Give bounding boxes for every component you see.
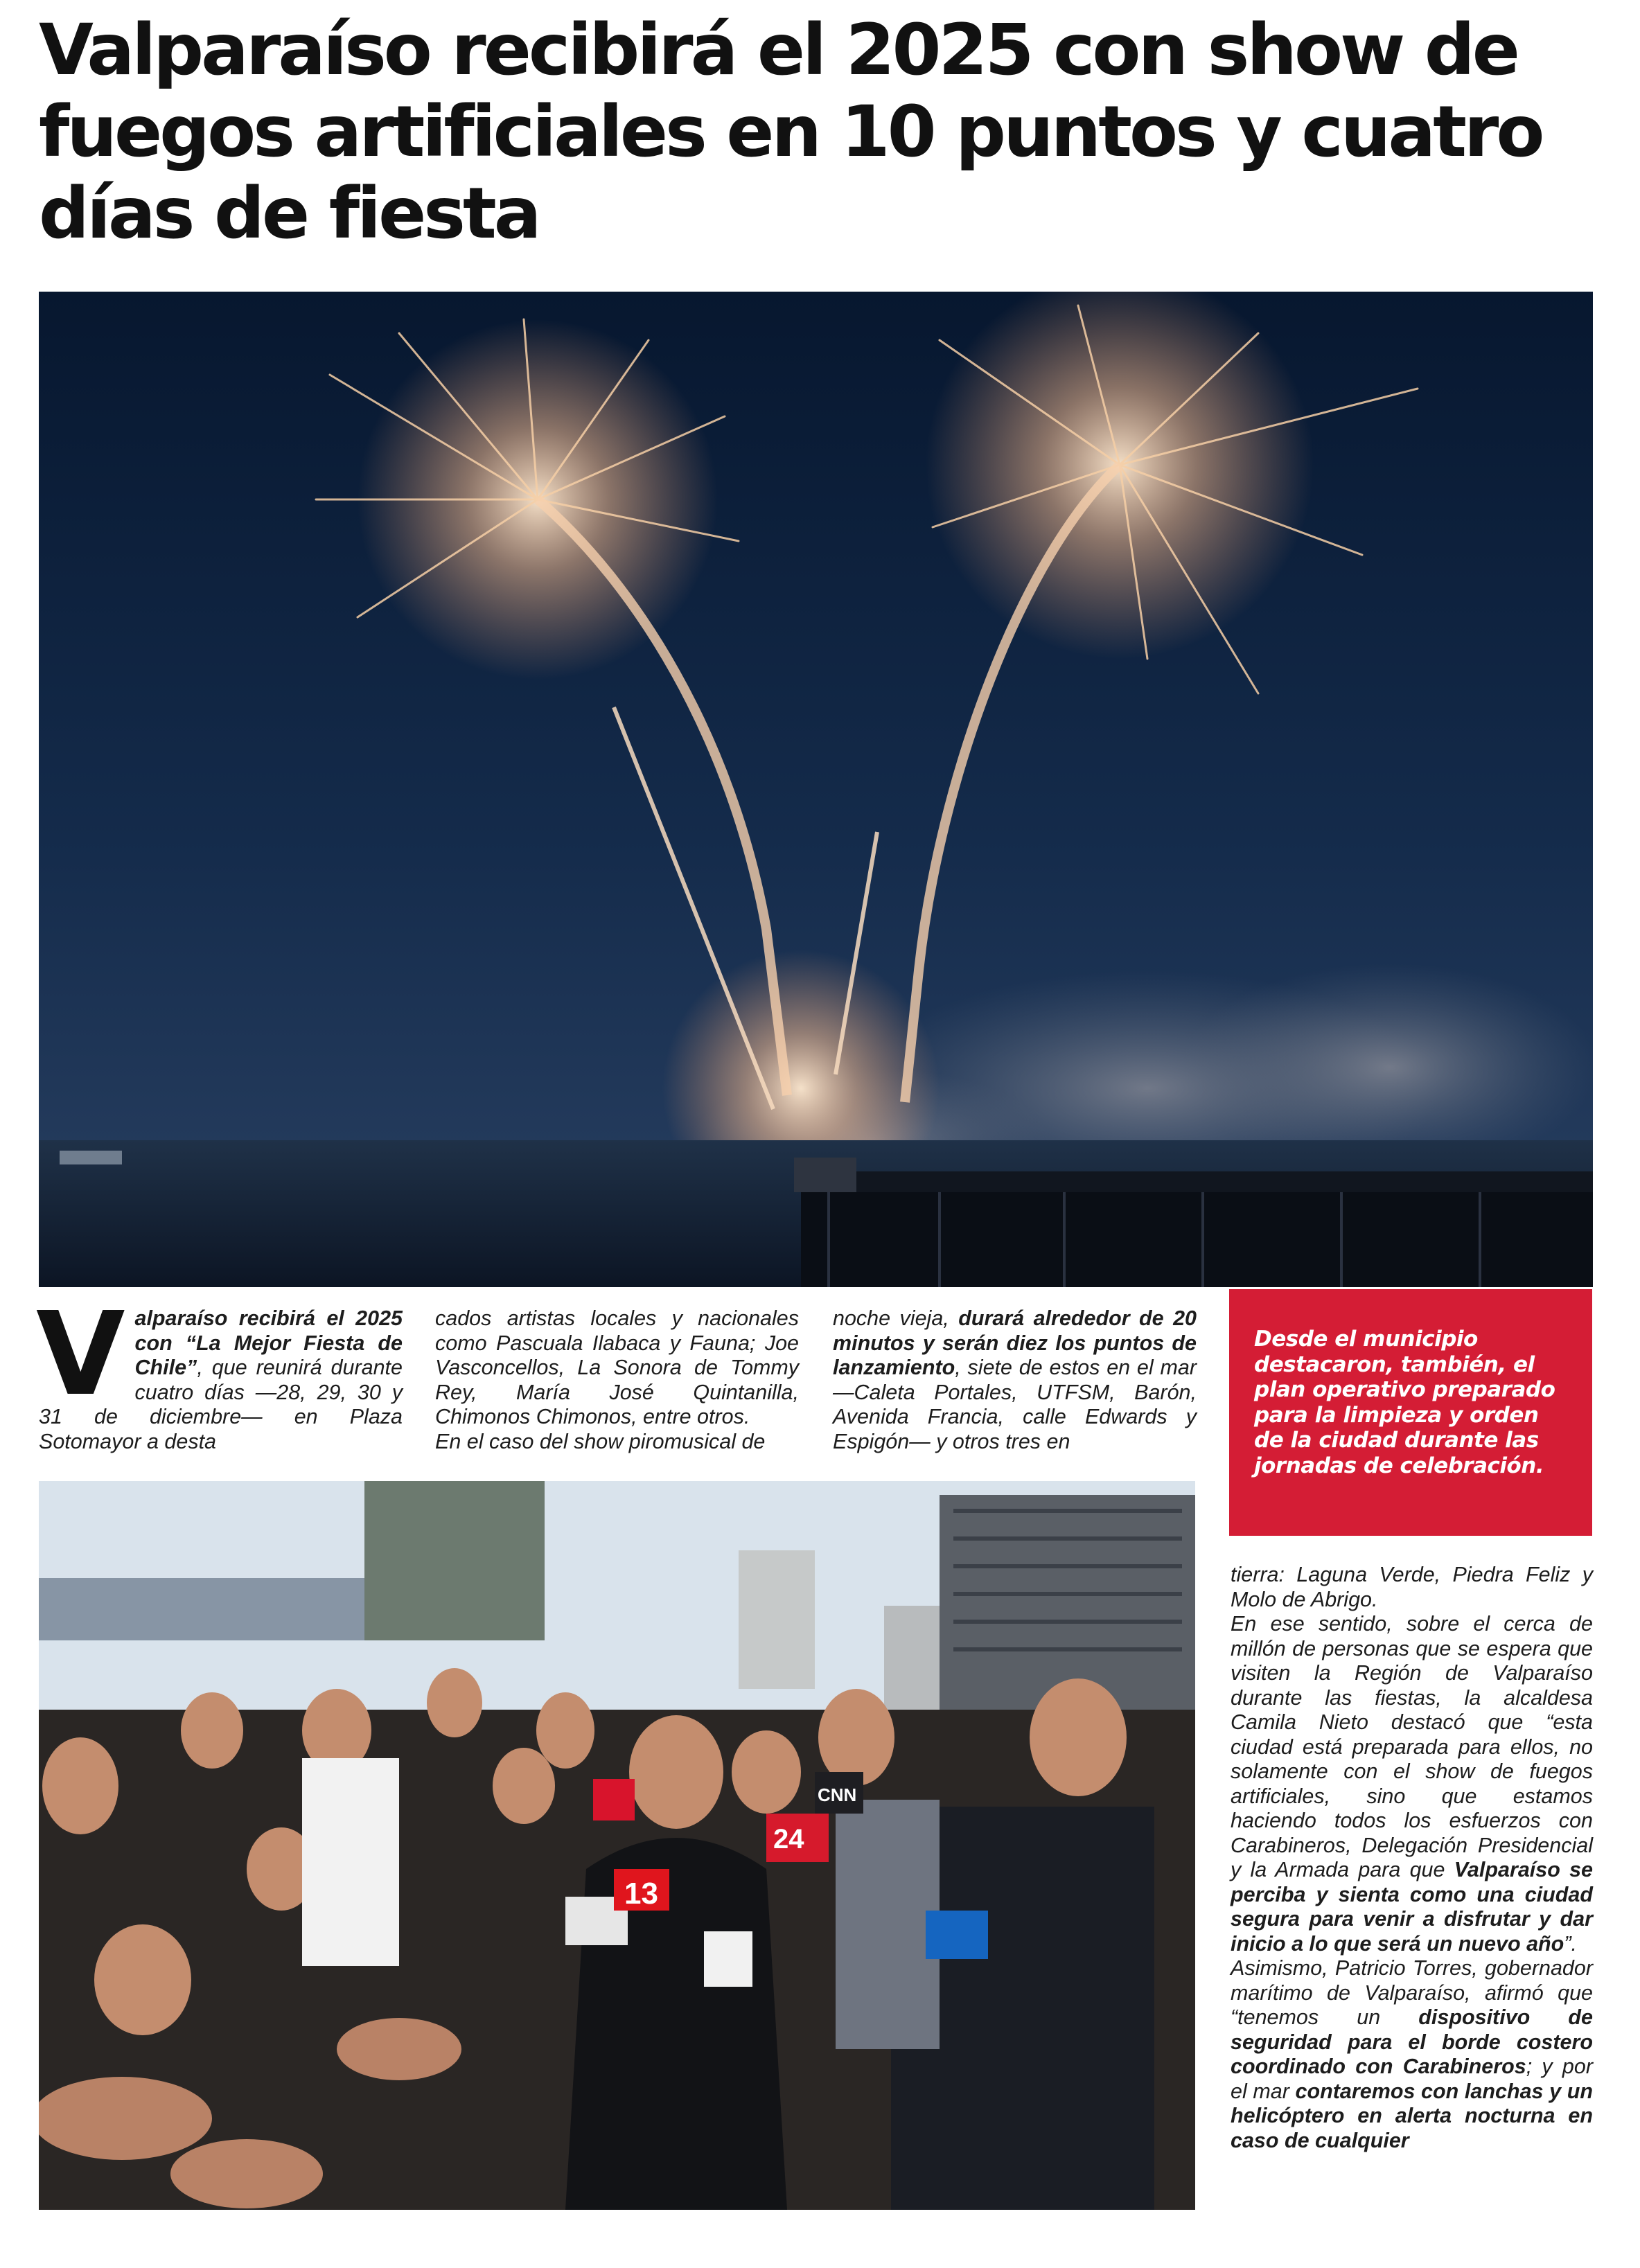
bold-run: durará alrededor de 20 minutos y serán diez los puntos de lanzamiento [833,1306,1197,1379]
bold-run: Valparaíso se perciba y sienta como una ciudad segura para venir a disfrutar y dar inicio a lo que será un nuevo año [1231,1858,1593,1956]
pull-quote-text: Desde el municipio destacaron, también, el plan operativo preparado para la limpieza y orden de la ciudad durante las jornadas de celebración. [1254,1327,1555,1478]
paragraph: En el caso del show piromusical de [435,1429,766,1453]
mic-logo: 24 [773,1824,804,1854]
text-run: ”. [1564,1931,1577,1956]
article-column-4 [1231,1563,1593,2153]
press-conference-photo [39,1481,1195,2210]
fireworks-photo [39,292,1593,1287]
mic-logo: 13 [624,1877,658,1911]
article-column-3 [833,1306,1197,1454]
article-column-1 [36,1288,403,1454]
paragraph: tierra: Laguna Verde, Piedra Feliz y Molo de Abrigo. [1231,1563,1593,1611]
text-run: , siete de estos en el mar —Caleta Portales, UTFSM, Barón, Avenida Francia, calle Edwards y Espigón— y otros tres en [833,1356,1197,1453]
text-run: En ese sentido, sobre el cerca de millón de personas que se espera que visiten la Región de Valparaíso durante las fiestas, la alcaldesa Camila Nieto destacó que “esta ciudad está preparada para ellos, no solamente con el show de fuegos artificiales, sino que estamos haciendo todos los esfuerzos con Carabineros, Delegación Presidencial y la Armada para que [1231,1612,1593,1881]
mic-logo: CNN [818,1784,857,1805]
text-run: ; y por el mar [1231,2055,1593,2103]
lede-text: , que reunirá durante cuatro días —28, 29, 30 y 31 de diciembre— en Plaza Sotomayor a desta [39,1356,403,1453]
drop-cap: V [36,1288,125,1421]
lede-bold: alparaíso recibirá el 2025 con “La Mejor Fiesta de Chile” [134,1306,403,1379]
text-run: Asimismo, Patricio Torres, gobernador marítimo de Valparaíso, afirmó que “tenemos un [1231,1956,1593,2029]
headline: Valparaíso recibirá el 2025 con show de fuegos artificiales en 10 puntos y cuatro días de fiesta [39,9,1542,255]
pull-quote [1229,1289,1592,1536]
paragraph: cados artistas locales y nacionales como Pascuala Ilabaca y Fauna; Joe Vasconcellos, La Sonora de Tommy Rey, María José Quintanilla, Chimonos Chimonos, entre otros. [435,1306,799,1428]
bold-run: contaremos con lanchas y un helicóptero en alerta nocturna en caso de cualquier [1231,2079,1593,2152]
text-run: noche vieja, [833,1306,959,1330]
bold-run: dispositivo de seguridad para el borde costero coordinado con Carabineros [1231,2005,1593,2078]
article-column-2 [435,1306,799,1454]
